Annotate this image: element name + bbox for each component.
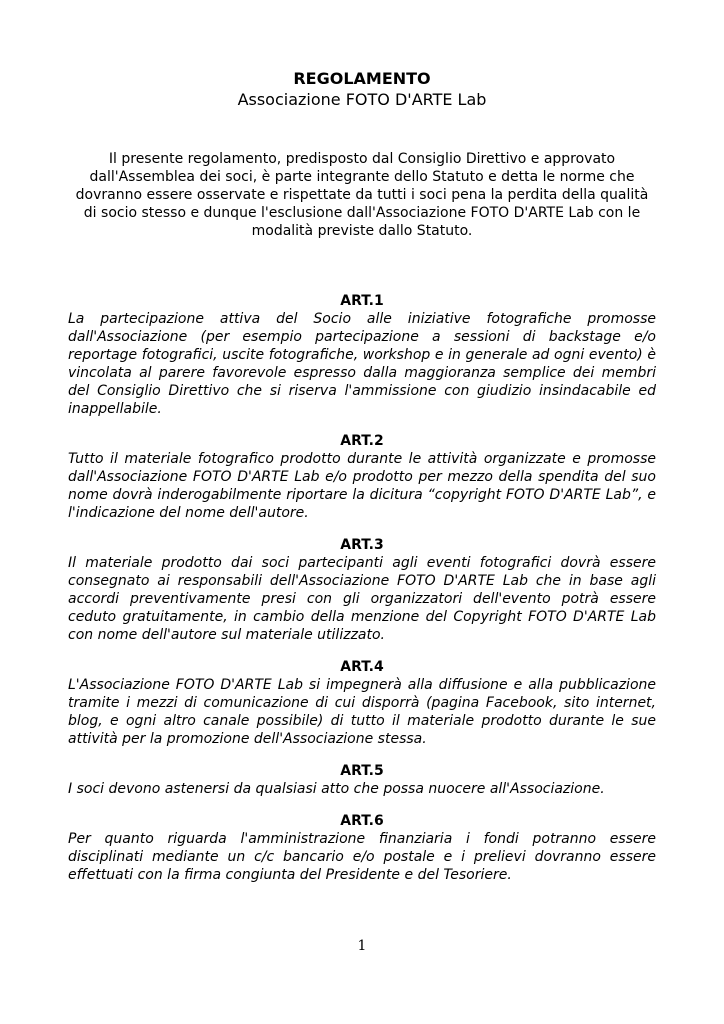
article-4	[68, 658, 656, 748]
article-heading: ART.1	[340, 293, 384, 309]
intro-paragraph: Il presente regolamento, predisposto dal Consiglio Direttivo e approvato dall'Assemblea dei soci, è parte integrante dello Statuto e detta le norme che dovranno essere osservate e rispettate da tutti i soci pena la perdita della qualità di socio stesso e dunque l'esclusione dall'Associazione FOTO D'ARTE Lab con le modalità previste dallo Statuto.	[75, 151, 649, 239]
article-5	[68, 762, 656, 798]
document-subtitle: Associazione FOTO D'ARTE Lab	[237, 90, 487, 109]
article-text: Il materiale prodotto dai soci partecipanti agli eventi fotografici dovrà essere consegnato ai responsabili dell'Associazione FOTO D'ARTE Lab che in base agli accordi preventivamente presi con gli organizzatori dell'evento potrà essere ceduto gratuitamente, in cambio della menzione del Copyright FOTO D'ARTE Lab con nome dell'autore sul materiale utilizzato.	[68, 555, 656, 643]
articles-list	[68, 292, 656, 898]
article-heading: ART.6	[340, 813, 384, 829]
page-number: 1	[357, 938, 367, 954]
article-heading: ART.2	[340, 433, 384, 449]
article-text: Tutto il materiale fotografico prodotto durante le attività organizzate e promosse dall'Associazione FOTO D'ARTE Lab e/o prodotto per mezzo della spendita del suo nome dovrà inderogabilmente riportare la dicitura “copyright FOTO D'ARTE Lab”, e l'indicazione del nome dell'autore.	[68, 451, 656, 521]
article-6	[68, 812, 656, 884]
article-text: L'Associazione FOTO D'ARTE Lab si impegnerà alla diffusione e alla pubblicazione tramite i mezzi di comunicazione di cui disporrà (pagina Facebook, sito internet, blog, e ogni altro canale possibile) di tutto il materiale prodotto durante le sue attività per la promozione dell'Associazione stessa.	[68, 677, 656, 747]
article-heading: ART.4	[340, 659, 384, 675]
article-text: I soci devono astenersi da qualsiasi atto che possa nuocere all'Associazione.	[68, 781, 605, 797]
article-text: La partecipazione attiva del Socio alle iniziative fotografiche promosse dall'Associazione (per esempio partecipazione a sessioni di backstage e/o reportage fotografici, uscite fotografiche, workshop e in generale ad ogni evento) è vincolata al parere favorevole espresso dalla maggioranza semplice dei membri del Consiglio Direttivo che si riserva l'ammissione con giudizio insindacabile ed inappellabile.	[68, 311, 656, 417]
article-heading: ART.3	[340, 537, 384, 553]
article-3	[68, 536, 656, 644]
article-heading: ART.5	[340, 763, 384, 779]
article-text: Per quanto riguarda l'amministrazione finanziaria i fondi potranno essere disciplinati mediante un c/c bancario e/o postale e i prelievi dovranno essere effettuati con la firma congiunta del Presidente e del Tesoriere.	[68, 831, 656, 883]
article-2	[68, 432, 656, 522]
article-1	[68, 292, 656, 418]
document-title: REGOLAMENTO	[293, 69, 431, 88]
